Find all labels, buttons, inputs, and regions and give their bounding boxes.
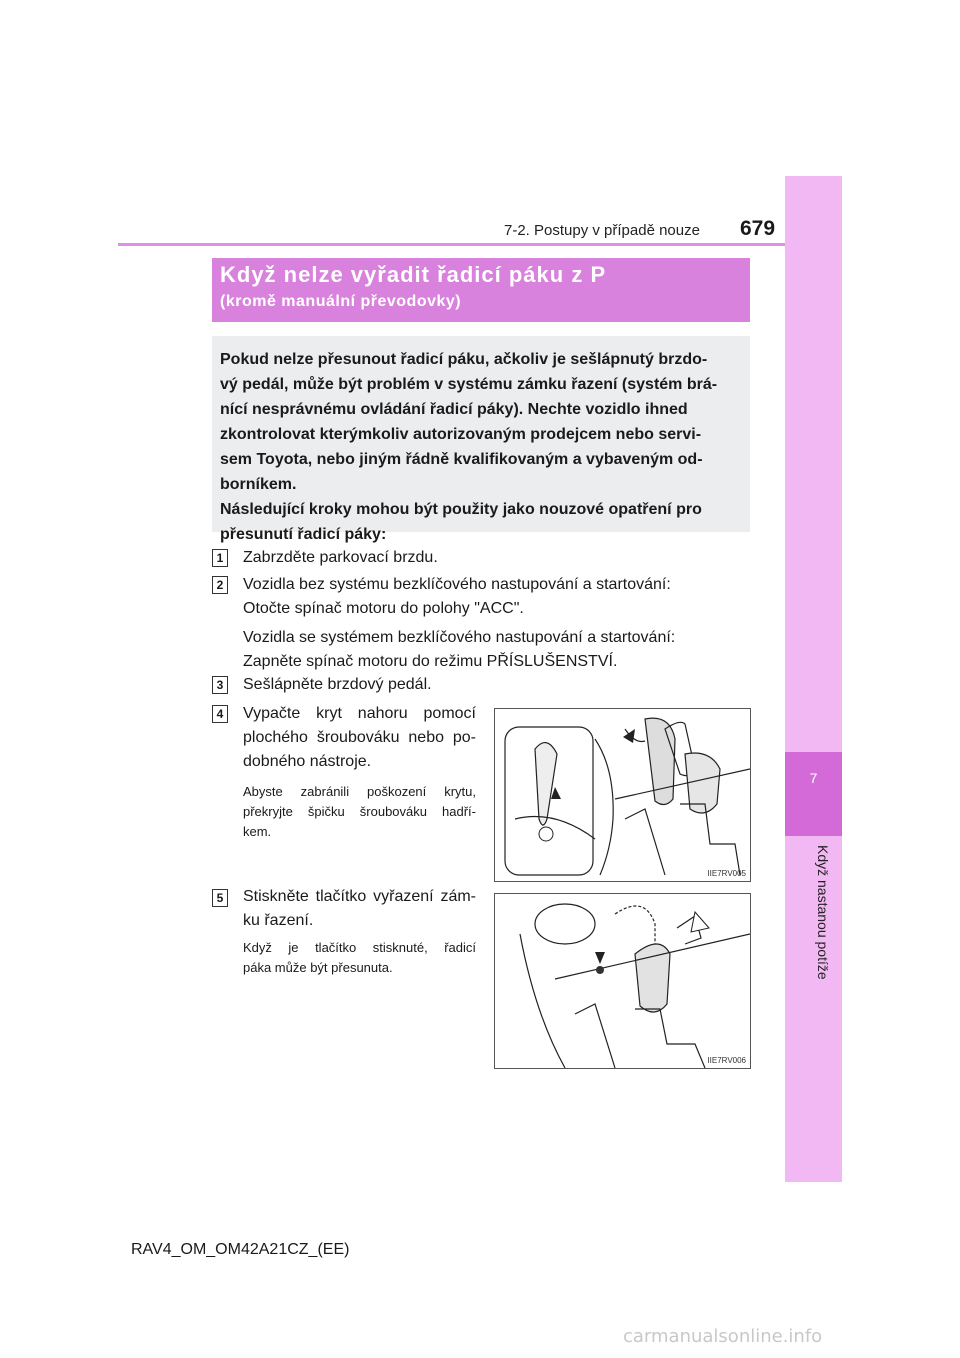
intro-line: přesunutí řadicí páky: [220,526,387,543]
step-number: 3 [212,676,228,694]
console-edge [520,934,565,1068]
release-button-circle [539,827,553,841]
step-text: ku řazení. [243,912,314,929]
console-curve [515,817,595,840]
document-code: RAV4_OM_OM42A21CZ_(EE) [131,1241,350,1258]
chapter-number: 7 [809,770,818,786]
chapter-title: Když nastanou potíže [815,845,831,980]
intro-line: nící nesprávnému ovládání řadicí páky). Nechte vozidlo ihned [220,401,688,418]
chapter-number-block [785,752,842,836]
gate-slot [575,1004,615,1068]
step-number: 4 [212,705,228,723]
header-rule [118,243,785,246]
release-button [596,966,604,974]
step-number: 5 [212,889,228,907]
page-number: 679 [740,217,776,240]
step-number: 2 [212,576,228,594]
figure-code: IIE7RV006 [707,1056,746,1065]
step-note: překryjte špičku šroubováku hadří- [243,804,476,819]
page-title: Když nelze vyřadit řadicí páku z P [220,262,607,287]
arrow-head [551,787,561,799]
page-subtitle: (kromě manuální převodovky) [220,293,462,310]
step-text: Sešlápněte brzdový pedál. [243,676,432,693]
step-note: kem. [243,824,272,839]
arrow-head-up [623,729,635,743]
step-text: Vypačte kryt nahoru pomocí [243,705,476,722]
figure-cover-removal [494,708,751,882]
step-text: Zabrzděte parkovací brzdu. [243,549,438,566]
step-text: Zapněte spínač motoru do režimu PŘÍSLUŠENSTVÍ. [243,653,618,670]
figure-illustration [495,709,750,881]
section-name: 7-2. Postupy v případě nouze [504,222,700,239]
step-text: dobného nástroje. [243,753,372,770]
intro-line: Následující kroky mohou být použity jako nouzové opatření pro [220,501,702,518]
intro-line: zkontrolovat kterýmkoliv autorizovaným prodejcem nebo servi- [220,426,702,443]
move-arrow-head [691,912,709,932]
intro-line: Pokud nelze přesunout řadicí páku, ačkoliv je sešlápnutý brzdo- [220,351,708,368]
screwdriver-tip [535,743,557,825]
intro-line: vý pedál, může být problém v systému zámku řazení (systém brá- [220,376,718,393]
gate-path [635,1009,705,1068]
step-text: Stiskněte tlačítko vyřazení zám- [243,888,476,905]
step-note: Abyste zabránili poškození krytu, [243,784,476,799]
intro-line: borníkem. [220,476,297,493]
intro-line: sem Toyota, nebo jiným řádně kvalifikovaným a vybaveným od- [220,451,703,468]
gate-slot [625,809,665,875]
title-banner [212,258,750,322]
step-text: Otočte spínač motoru do polohy "ACC". [243,600,524,617]
watermark: carmanualsonline.info [623,1326,823,1347]
cup-holder [535,904,595,944]
panel-line [615,769,750,799]
figure-shift-lock-release [494,893,751,1069]
chapter-side-tab [785,176,842,1182]
step-text: Vozidla bez systému bezklíčového nastupování a startování: [243,576,671,593]
gate-path [680,804,740,875]
step-text: Vozidla se systémem bezklíčového nastupování a startování: [243,629,676,646]
intro-box [212,336,750,543]
console-edge [595,739,613,875]
step-text: plochého šroubováku nebo po- [243,729,476,746]
press-arrow-head [595,952,605,964]
step-number: 1 [212,549,228,567]
step-note: Když je tlačítko stisknuté, řadicí [243,940,476,955]
figure-illustration [495,894,750,1068]
figure-code: IIE7RV005 [707,869,746,878]
step-note: páka může být přesunuta. [243,960,393,975]
